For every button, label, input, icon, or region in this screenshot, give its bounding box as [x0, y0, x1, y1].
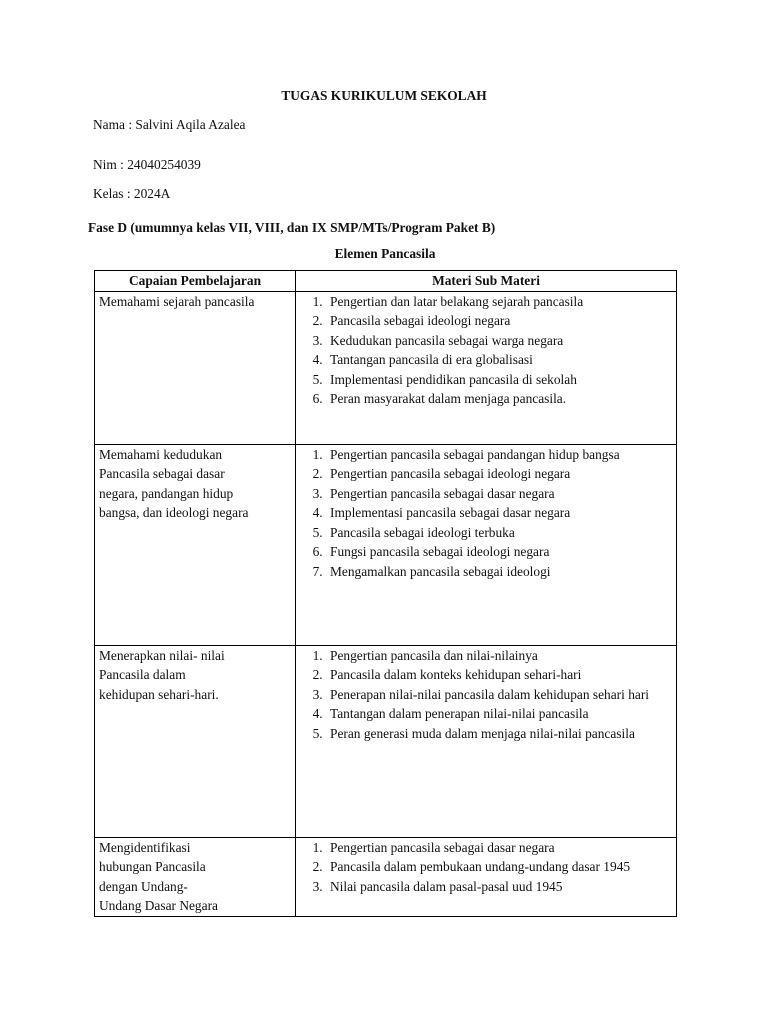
list-item: 1. Pengertian pancasila dan nilai-nilainya [326, 646, 672, 666]
list-item: 6. Fungsi pancasila sebagai ideologi negara [326, 542, 672, 562]
list-item: 4. Tantangan pancasila di era globalisasi [326, 350, 672, 370]
capaian-cell [95, 291, 296, 444]
materi-cell [296, 444, 677, 645]
list-item: 2. Pancasila dalam konteks kehidupan sehari-hari [326, 665, 672, 685]
nama-line: Nama : Salvini Aqila Azalea [93, 117, 246, 132]
list-item: 3. Nilai pancasila dalam pasal-pasal uud 1945 [326, 877, 672, 897]
fase-heading: Fase D (umumnya kelas VII, VIII, dan IX SMP/MTs/Program Paket B) [88, 220, 496, 235]
capaian-text: Memahami kedudukan Pancasila sebagai dasar negara, pandangan hidup bangsa, dan ideologi negara [99, 446, 249, 520]
capaian-table [94, 270, 677, 917]
materi-cell [296, 645, 677, 837]
table-row [95, 837, 677, 916]
capaian-text: Menerapkan nilai- nilai Pancasila dalam kehidupan sehari-hari. [99, 647, 225, 702]
list-item: 5. Implementasi pendidikan pancasila di sekolah [326, 370, 672, 390]
materi-cell [296, 291, 677, 444]
capaian-text: Memahami sejarah pancasila [99, 293, 255, 309]
elemen-heading: Elemen Pancasila [334, 246, 436, 261]
list-item: 6. Peran masyarakat dalam menjaga pancasila. [326, 389, 672, 409]
kelas-line: Kelas : 2024A [93, 186, 171, 201]
materi-list [300, 646, 672, 744]
header-materi: Materi Sub Materi [296, 271, 677, 292]
capaian-cell [95, 645, 296, 837]
list-item: 4. Implementasi pancasila sebagai dasar negara [326, 503, 672, 523]
table-header-row [95, 271, 677, 292]
materi-list [300, 445, 672, 582]
capaian-cell [95, 444, 296, 645]
list-item: 1. Pengertian pancasila sebagai dasar negara [326, 838, 672, 858]
materi-list [300, 292, 672, 409]
list-item: 2. Pancasila sebagai ideologi negara [326, 311, 672, 331]
list-item: 7. Mengamalkan pancasila sebagai ideologi [326, 562, 672, 582]
list-item: 3. Pengertian pancasila sebagai dasar negara [326, 484, 672, 504]
document-title: TUGAS KURIKULUM SEKOLAH [281, 88, 487, 103]
list-item: 2. Pengertian pancasila sebagai ideologi negara [326, 464, 672, 484]
table-row [95, 444, 677, 645]
table-row [95, 291, 677, 444]
list-item: 1. Pengertian dan latar belakang sejarah pancasila [326, 292, 672, 312]
table-row [95, 645, 677, 837]
list-item: 3. Penerapan nilai-nilai pancasila dalam kehidupan sehari hari [326, 685, 672, 705]
list-item: 4. Tantangan dalam penerapan nilai-nilai pancasila [326, 704, 672, 724]
capaian-text: Mengidentifikasi hubungan Pancasila dengan Undang- Undang Dasar Negara [99, 839, 218, 913]
capaian-cell [95, 837, 296, 916]
materi-cell [296, 837, 677, 916]
list-item: 1. Pengertian pancasila sebagai pandangan hidup bangsa [326, 445, 672, 465]
list-item: 5. Pancasila sebagai ideologi terbuka [326, 523, 672, 543]
header-capaian: Capaian Pembelajaran [95, 271, 296, 292]
list-item: 5. Peran generasi muda dalam menjaga nilai-nilai pancasila [326, 724, 672, 744]
list-item: 3. Kedudukan pancasila sebagai warga negara [326, 331, 672, 351]
nim-line: Nim : 24040254039 [93, 157, 201, 172]
materi-list [300, 838, 672, 897]
list-item: 2. Pancasila dalam pembukaan undang-undang dasar 1945 [326, 857, 672, 877]
